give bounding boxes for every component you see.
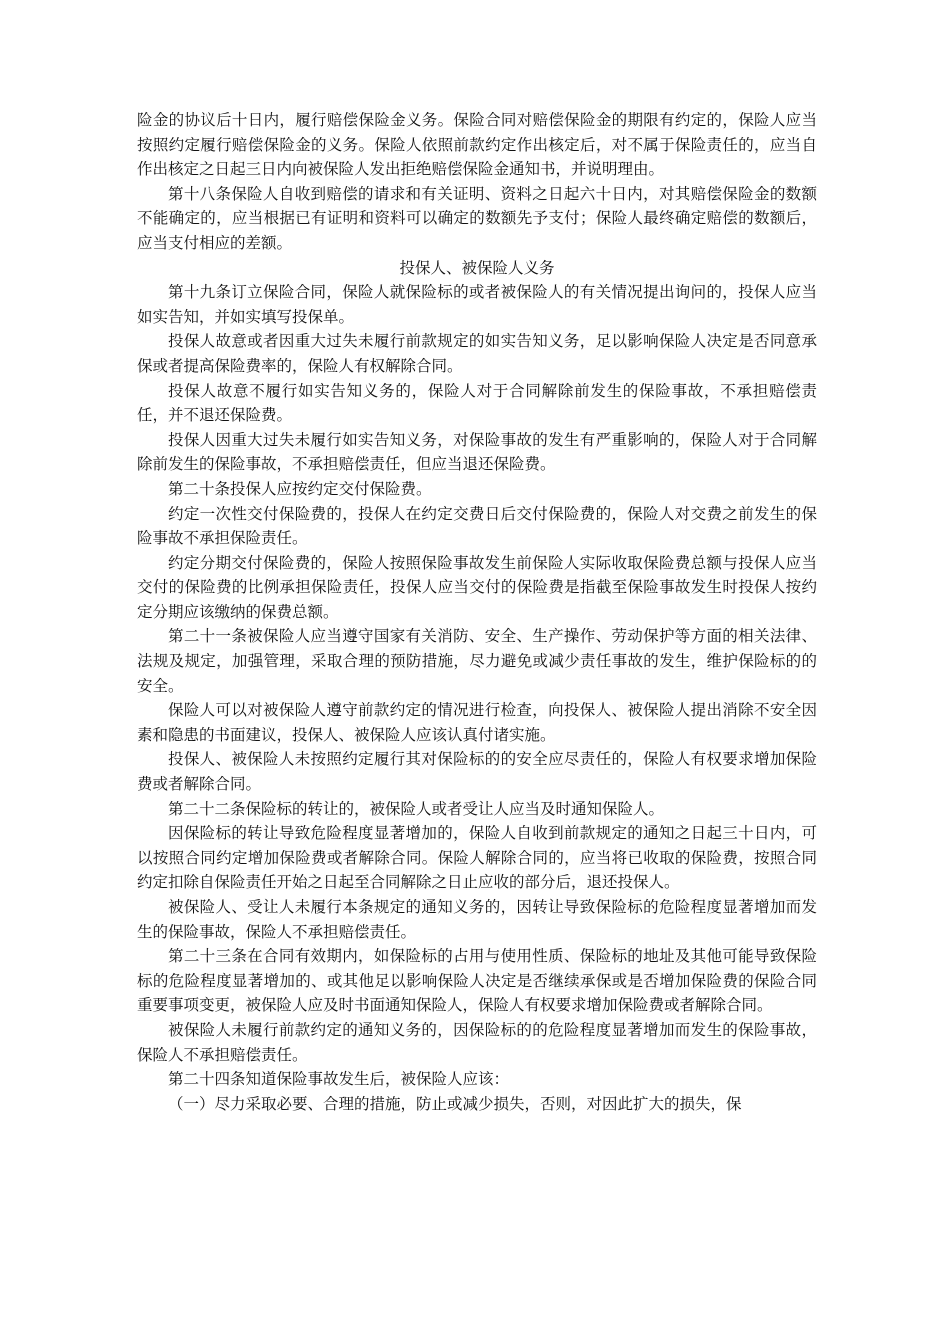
article-24-paragraph: 第二十四条知道保险事故发生后，被保险人应该：	[168, 1070, 510, 1089]
article-22-paragraph-2: 因保险标的转让导致危险程度显著增加的，保险人自收到前款规定的通知之日起三十日内，可以按照合同约定增加保险费或者解除合同。保险人解除合同的，应当将已收取的保险费，按照合同约定扣除自保险责任开始之日起至合同解除之日止应收的部分后，退还投保人。	[137, 824, 817, 892]
section-heading: 投保人、被保险人义务	[399, 258, 555, 277]
article-19-paragraph-2: 投保人故意或者因重大过失未履行前款规定的如实告知义务，足以影响保险人决定是否同意承保或者提高保险费率的，保险人有权解除合同。	[137, 332, 817, 375]
document-page	[137, 108, 817, 1116]
continuation-paragraph: 险金的协议后十日内，履行赔偿保险金义务。保险合同对赔偿保险金的期限有约定的，保险人应当按照约定履行赔偿保险金的义务。保险人依照前款约定作出核定后，对不属于保险责任的，应当自作出核定之日起三日内向被保险人发出拒绝赔偿保险金通知书，并说明理由。	[137, 111, 817, 179]
article-21-paragraph-3: 投保人、被保险人未按照约定履行其对保险标的的安全应尽责任的，保险人有权要求增加保险费或者解除合同。	[137, 750, 817, 794]
article-21-paragraph-2: 保险人可以对被保险人遵守前款约定的情况进行检查，向投保人、被保险人提出消除不安全因素和隐患的书面建议，投保人、被保险人应该认真付诸实施。	[137, 701, 817, 744]
article-20-paragraph-2: 约定一次性交付保险费的，投保人在约定交费日后交付保险费的，保险人对交费之前发生的保险事故不承担保险责任。	[137, 504, 817, 548]
article-20-paragraph-3: 约定分期交付保险费的，保险人按照保险事故发生前保险人实际收取保险费总额与投保人应当交付的保险费的比例承担保险责任，投保人应当交付的保险费是指截至保险事故发生时投保人按约定分期应该缴纳的保费总额。	[137, 553, 817, 621]
article-20-paragraph: 第二十条投保人应按约定交付保险费。	[168, 479, 432, 498]
article-22-paragraph-3: 被保险人、受让人未履行本条规定的通知义务的，因转让导致保险标的危险程度显著增加而发生的保险事故，保险人不承担赔偿责任。	[137, 898, 817, 941]
article-18-paragraph: 第十八条保险人自收到赔偿的请求和有关证明、资料之日起六十日内，对其赔偿保险金的数额不能确定的，应当根据已有证明和资料可以确定的数额先予支付；保险人最终确定赔偿的数额后，应当支付相应的差额。	[137, 184, 817, 252]
article-22-paragraph: 第二十二条保险标的转让的，被保险人或者受让人应当及时通知保险人。	[168, 799, 665, 818]
article-21-paragraph: 第二十一条被保险人应当遵守国家有关消防、安全、生产操作、劳动保护等方面的相关法律、法规及规定，加强管理，采取合理的预防措施，尽力避免或减少责任事故的发生，维护保险标的的安全。	[137, 627, 817, 695]
article-19-paragraph-3: 投保人故意不履行如实告知义务的，保险人对于合同解除前发生的保险事故，不承担赔偿责任，并不退还保险费。	[137, 381, 817, 425]
article-23-paragraph: 第二十三条在合同有效期内，如保险标的占用与使用性质、保险标的地址及其他可能导致保险标的危险程度显著增加的、或其他足以影响保险人决定是否继续承保或是否增加保险费的保险合同重要事项变更，被保险人应及时书面通知保险人，保险人有权要求增加保险费或者解除合同。	[137, 947, 817, 1015]
article-19-paragraph: 第十九条订立保险合同，保险人就保险标的或者被保险人的有关情况提出询问的，投保人应当如实告知，并如实填写投保单。	[137, 283, 817, 326]
article-19-paragraph-4: 投保人因重大过失未履行如实告知义务，对保险事故的发生有严重影响的，保险人对于合同解除前发生的保险事故，不承担赔偿责任，但应当退还保险费。	[137, 430, 817, 474]
article-23-paragraph-2: 被保险人未履行前款约定的通知义务的，因保险标的的危险程度显著增加而发生的保险事故，保险人不承担赔偿责任。	[137, 1020, 817, 1064]
article-24-item-1: （一）尽力采取必要、合理的措施，防止或减少损失，否则，对因此扩大的损失，保	[168, 1094, 742, 1113]
